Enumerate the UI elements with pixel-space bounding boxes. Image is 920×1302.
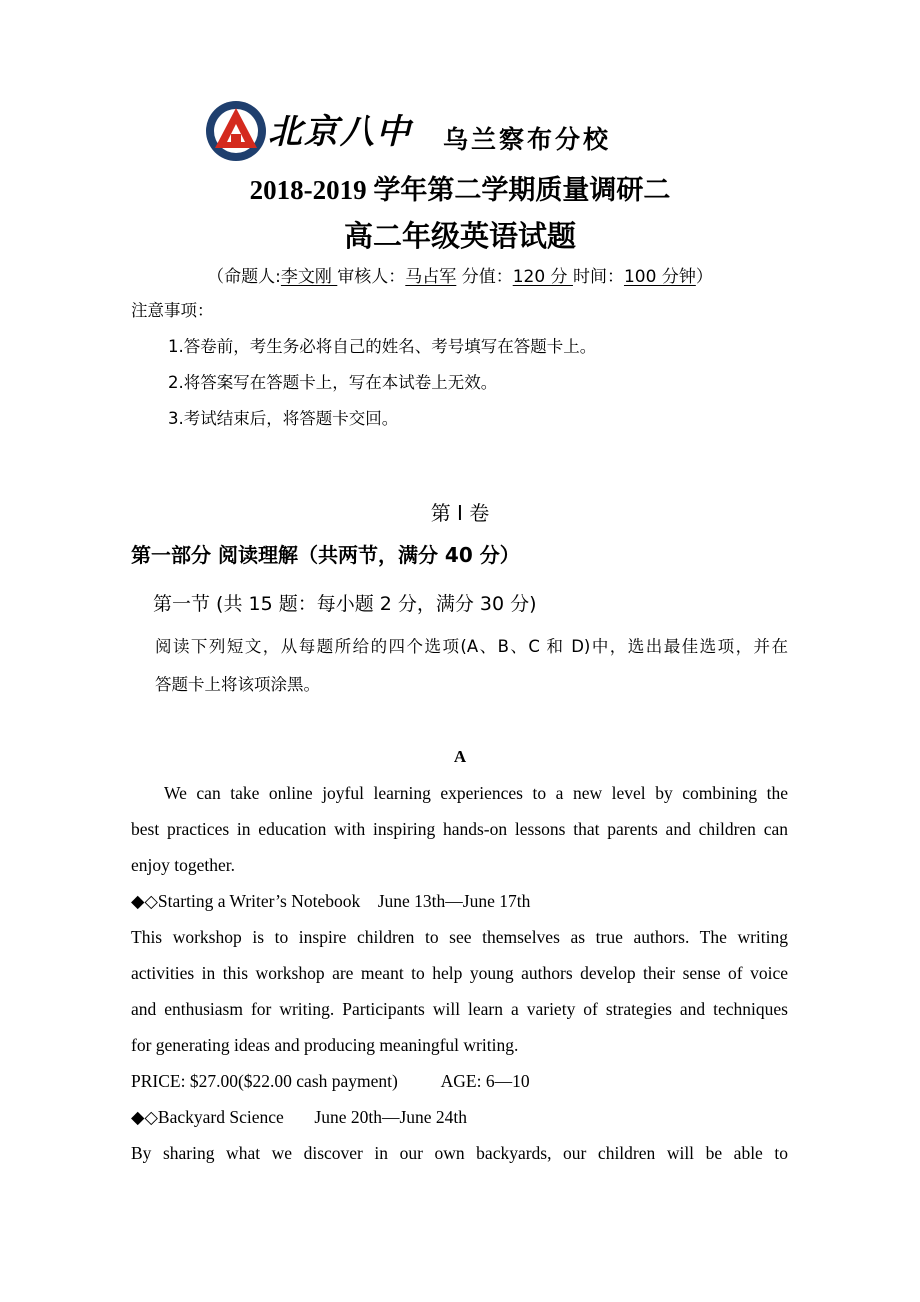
passage-label: A [453, 747, 467, 766]
note-item: 1.答卷前，考生务必将自己的姓名、考号填写在答题卡上。 [168, 337, 597, 356]
section-title: 第一节 (共 15 题：每小题 2 分，满分 30 分) [153, 593, 537, 615]
instructions-line: 答题卡上将该项涂黑。 [155, 675, 320, 694]
passage-line: best practices in education with inspiring hands-on lessons that parents and children can [131, 819, 788, 839]
reviewer: 马占军 [405, 267, 457, 287]
passage-line: and enthusiasm for writing. Participants will learn a variety of strategies and techniques [131, 999, 788, 1019]
volume-title: 第 I 卷 [430, 501, 490, 525]
score: 120 分 [512, 267, 573, 287]
passage-line: By sharing what we discover in our own backyards, our children will be able to [131, 1143, 788, 1163]
score-label: 分值： [461, 267, 513, 287]
part-title: 第一部分 阅读理解（共两节，满分 40 分） [131, 543, 520, 567]
school-logo-text: 北京八中 [268, 112, 412, 152]
exam-info [0, 262, 920, 287]
passage-line: This workshop is to inspire children to see themselves as true authors. The writing [131, 927, 788, 947]
info-close: ） [695, 267, 713, 287]
workshop-price: PRICE: $27.00($22.00 cash payment) AGE: 6—10 [131, 1071, 530, 1091]
workshop-heading: ◆◇Starting a Writer’s Notebook June 13th—June 17th [131, 891, 531, 911]
exam-subtitle: 高二年级英语试题 [343, 219, 576, 253]
exam-title: 2018-2019 学年第二学期质量调研二 [249, 175, 671, 205]
instructions-line: 阅读下列短文，从每题所给的四个选项(A、B、C 和 D)中，选出最佳选项，并在 [155, 637, 788, 656]
reviewer-label: 审核人： [337, 267, 406, 287]
note-item: 2.将答案写在答题卡上，写在本试卷上无效。 [168, 373, 498, 392]
author-label: （命题人: [207, 267, 281, 287]
branch-name: 乌兰察布分校 [443, 125, 612, 154]
time: 100 分钟 [623, 267, 696, 287]
passage-line: We can take online joyful learning experiences to a new level by combining the [164, 783, 788, 803]
workshop-heading: ◆◇Backyard Science June 20th—June 24th [131, 1107, 468, 1127]
note-item: 3.考试结束后，将答题卡交回。 [168, 409, 399, 428]
passage-line: enjoy together. [131, 855, 236, 875]
time-label: 时间： [572, 267, 624, 287]
passage-line: for generating ideas and producing meaningful writing. [131, 1035, 519, 1055]
notes-title: 注意事项： [131, 301, 214, 320]
passage-line: activities in this workshop are meant to help young authors develop their sense of voice [131, 963, 788, 983]
school-logo-emblem [205, 100, 267, 162]
author: 李文刚 [280, 267, 338, 287]
